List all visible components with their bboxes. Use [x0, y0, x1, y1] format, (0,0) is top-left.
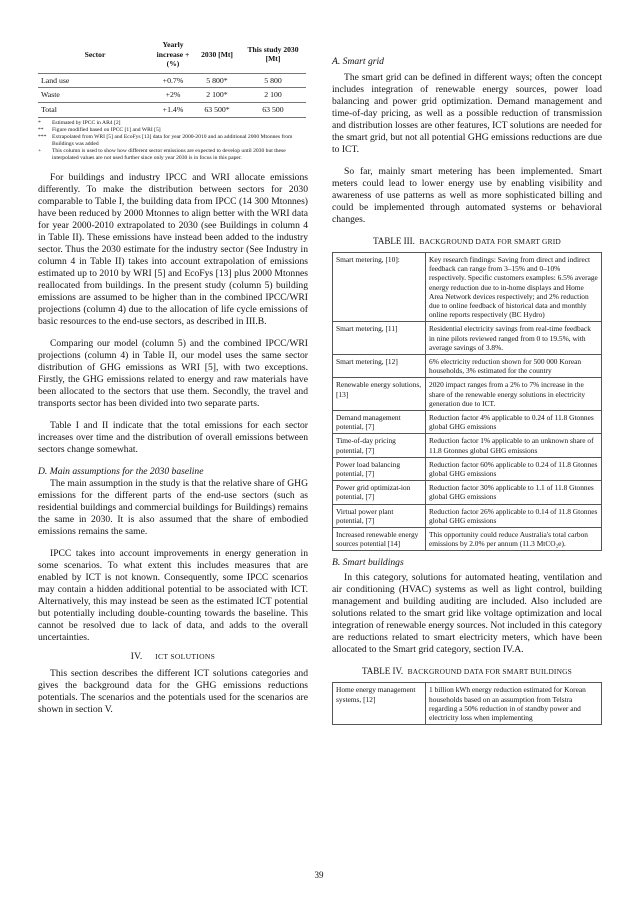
subsection-heading-b: B. Smart buildings [332, 557, 404, 569]
table-row [333, 253, 602, 322]
table-row [333, 434, 602, 457]
footnote [38, 127, 308, 134]
right-column [332, 36, 602, 725]
body-paragraph: So far, mainly smart metering has been implemented. Smart meters could lead to lower energy use by enabling visibility and awareness of use patterns as well as more sophisticated billing and could be implemented through automated systems or behavioral changes. [332, 166, 602, 225]
body-paragraph: The main assumption in the study is that the relative share of GHG emissions for the different parts of the end-use sectors (such as residential buildings and commercial buildings for Buildings) remains the same in 2030. It is also assumed that the share of embodied emissions remains the same. [38, 477, 308, 537]
table-3-label: TABLE III. [373, 236, 415, 246]
table-cell: 6% electricity reduction shown for 500 000 Korean households, 3% estimated for the country [426, 355, 602, 378]
table-row [333, 355, 602, 378]
table-cell: Reduction factor 30% applicable to 1.1 of 11.8 Gtonnes global GHG emissions [426, 481, 602, 504]
table-cell: Power grid optimizat-ion potential, [7] [333, 481, 426, 504]
footnote-mark: ** [38, 126, 44, 133]
table-row [38, 73, 306, 88]
footnote [38, 148, 308, 162]
table-row [333, 528, 602, 551]
table-cell: Demand management potential, [7] [333, 411, 426, 434]
table-cell: Home energy management systems, [12] [333, 683, 426, 725]
footnote-text: Estimated by IPCC in AR4 [2] [52, 119, 121, 126]
footnote-mark: *** [38, 133, 47, 140]
table-cell: Land use [38, 73, 152, 88]
subsection-heading-d: D. Main assumptions for the 2030 baseline [38, 465, 204, 477]
body-paragraph: Table I and II indicate that the total emissions for each sector increases over time and the distribution of overall emissions between sectors change somewhat. [38, 419, 308, 455]
table-row [333, 504, 602, 527]
footnote [38, 134, 308, 148]
table-3-title: BACKGROUND DATA FOR SMART GRID [419, 237, 561, 246]
table-cell: +2% [152, 88, 194, 103]
table-4-caption [332, 666, 602, 676]
table-cell: 5 800* [194, 73, 240, 88]
table-row [333, 411, 602, 434]
table-cell: Increased renewable energy sources potential [14] [333, 528, 426, 551]
table-cell: Smart metering, [12] [333, 355, 426, 378]
page-number: 39 [314, 870, 324, 880]
left-column [38, 36, 308, 716]
table-cell: Power load balancing potential, [7] [333, 457, 426, 480]
table-1 [38, 36, 306, 118]
table-4-title: BACKGROUND DATA FOR SMART BUILDINGS [407, 667, 572, 677]
table-cell: 63 500 [240, 102, 306, 117]
table-cell: 63 500* [194, 102, 240, 117]
table-cell: +1.4% [152, 102, 194, 117]
table-1-header-study: This study 2030 [Mt] [240, 36, 306, 73]
table-cell: 1 billion kWh energy reduction estimated for Korean households based on an assumption from Telstra regarding a 50% reduction in of standby power and electricity loss when implementing [426, 683, 602, 725]
table-cell: Residential electricity savings from real-time feedback in nine pilots reviewed ranged from 0 to 19.5%, with average savings of 3.8%. [426, 322, 602, 355]
footnote-text: Extrapolated from WRI [5] and EcoFys [13] data for year 2000-2010 and an additional 2000 Mtonnes from Buildings was added [52, 133, 293, 147]
body-paragraph: Comparing our model (column 5) and the combined IPCC/WRI projections (column 4) in Table II, our model uses the same sector distribution of GHG emissions as WRI [5], with two exceptions. Firstly, the GHG emissions related to energy and raw materials have been allocated to the sectors that use them. Secondly, the travel and transports sector has been divided into two separate parts. [38, 337, 308, 409]
table-cell: 2 100* [194, 88, 240, 103]
table-row [333, 322, 602, 355]
table-cell: +0.7% [152, 73, 194, 88]
table-cell: Smart metering, [10]: [333, 253, 426, 322]
table-1-header-2030: 2030 [Mt] [194, 36, 240, 73]
footnote [38, 120, 308, 127]
table-cell: Key research findings: Saving from direct and indirect feedback can range from 3–15% and 0–10% respectively. Specific customers examples: 6.5% average energy reduction due to in-home displays and Home Area Network devices respectively; and 2% reduction due to online feedback of historical data and monthly online reports respectively (BC Hydro) [426, 253, 602, 322]
table-cell: This opportunity could reduce Australia's total carbon emissions by 2.0% per annum (11.3 MtCO₂e). [426, 528, 602, 551]
section-title: ICT SOLUTIONS [155, 651, 216, 661]
table-cell: Reduction factor 26% applicable to 0.14 of 11.8 Gtonnes global GHG emissions [426, 504, 602, 527]
table-row [333, 378, 602, 411]
table-row [333, 457, 602, 480]
table-cell: Time-of-day pricing potential, [7] [333, 434, 426, 457]
table-cell: 2 100 [240, 88, 306, 103]
table-cell: Reduction factor 4% applicable to 0.24 of 11.8 Gtonnes global GHG emissions [426, 411, 602, 434]
table-1-header-row [38, 36, 306, 73]
table-3 [332, 252, 602, 551]
table-3-caption [332, 236, 602, 246]
table-cell: 2020 impact ranges from a 2% to 7% increase in the share of the renewable energy solutions in electricity generation due to ICT. [426, 378, 602, 411]
table-cell: Reduction factor 1% applicable to an unknown share of 11.8 Gtonnes global GHG emissions [426, 434, 602, 457]
body-paragraph: In this category, solutions for automated heating, ventilation and air conditioning (HVAC) systems as well as light control, building management and building auditing are included. Also included are solutions related to the smart grid like voltage optimization and local integration of renewable energy sources. Not included in this category are reductions related to smart electricity meters, which have been allocated to the Smart grid category, section IV.A. [332, 572, 602, 656]
footnote-mark: + [38, 147, 42, 154]
table-4 [332, 682, 602, 725]
body-paragraph: IPCC takes into account improvements in energy generation in some scenarios. To what extent this includes measures that are enabled by ICT is not known. Consequently, some IPCC scenarios may contain a hidden additional potential to be associated with ICT. Alternatively, this may instead be seen as the estimated ICT potential but potentially including double-counting towards the baseline. This cannot be resolved due to lack of data, and adds to the overall uncertainties. [38, 547, 308, 643]
footnote-text: This column is used to show how different sector emissions are expected to develop until 2030 but these interpolated values are not used further since only year 2030 is in focus in this paper. [52, 147, 286, 161]
table-4-label: TABLE IV. [362, 666, 404, 677]
table-1-header-increase: Yearly increase + (%) [152, 36, 194, 73]
table-cell: Waste [38, 88, 152, 103]
table-cell: Total [38, 102, 152, 117]
table-row [38, 88, 306, 103]
table-cell: Virtual power plant potential, [7] [333, 504, 426, 527]
section-heading-iv [38, 652, 308, 662]
table-1-footnotes [38, 120, 308, 162]
table-cell: 5 800 [240, 73, 306, 88]
footnote-text: Figure modified based on IPCC [1] and WRI [5] [52, 126, 161, 133]
footnote-mark: * [38, 119, 41, 126]
subsection-heading-a: A. Smart grid [332, 56, 384, 67]
table-cell: Renewable energy solutions, [13] [333, 378, 426, 411]
table-row [38, 102, 306, 117]
table-1-header-sector: Sector [38, 36, 152, 73]
body-paragraph: The smart grid can be defined in different ways; often the concept includes integration of renewable energy sources, power load balancing and power grid optimization. Demand management and time-of-day pricing, as well as a possible reduction of transmission and distribution losses are other features, ICT solutions are needed for the smart grid, but not all potential GHG emissions reductions are due to ICT. [332, 72, 602, 155]
section-number: IV. [130, 651, 143, 662]
body-paragraph: This section describes the different ICT solutions categories and gives the background data for the GHG emissions reductions potentials. The scenarios and the potentials used for the scenarios are shown in section V. [38, 667, 308, 715]
body-paragraph: For buildings and industry IPCC and WRI allocate emissions differently. To make the distribution between sectors for 2030 comparable to Table I, the building data from IPCC (14 300 Mtonnes) have been reduced by 2000 Mtonnes to align better with the WRI data for year 2000-2010 extrapolated to 2030 (see Buildings in column 4 in Table II). These emissions have instead been added to the industry sector. Thus the 2030 estimate for the industry sector (See Industry in column 4 in Table II) takes into account extrapolation of emissions estimated up to 2010 by WRI [5] and EcoFys [13] plus 2000 Mtonnes reallocated from buildings. In the present study (column 5) building emissions are assumed to be higher than in the combined IPCC/WRI projections (column 4) due to the allocation of life cycle emissions of basic resources to the end-use sectors, as described in III.B. [38, 171, 308, 327]
table-row [333, 481, 602, 504]
table-row [333, 683, 602, 725]
table-cell: Smart metering, [11] [333, 322, 426, 355]
table-cell: Reduction factor 60% applicable to 0.24 of 11.8 Gtonnes global GHG emissions [426, 457, 602, 480]
